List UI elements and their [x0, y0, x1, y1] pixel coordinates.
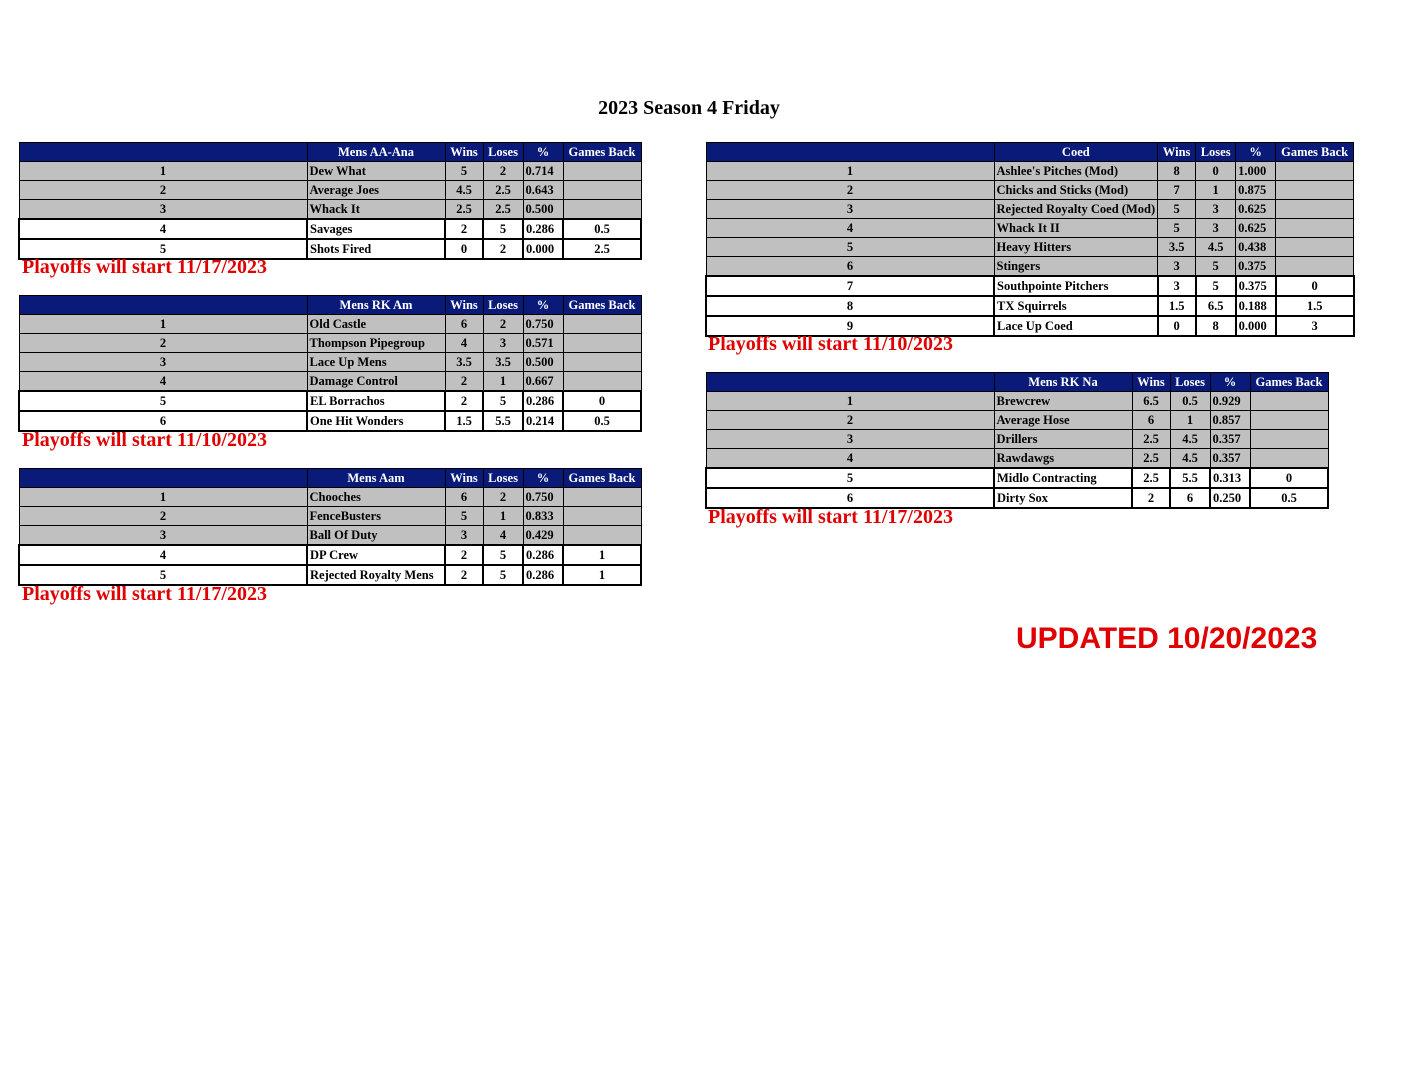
pct-cell: 0.375 [1236, 276, 1276, 296]
pct-cell: 0.929 [1210, 392, 1250, 411]
loses-cell: 0 [1196, 162, 1236, 181]
loses-cell: 3.5 [483, 353, 523, 372]
rank-cell: 4 [706, 219, 994, 238]
team-cell: Chicks and Sticks (Mod) [994, 181, 1158, 200]
team-cell: Ball Of Duty [307, 526, 445, 546]
rank-header [19, 143, 307, 162]
loses-header: Loses [1196, 143, 1236, 162]
games-back-cell: 0 [1276, 276, 1354, 296]
wins-cell: 2.5 [1132, 430, 1170, 449]
wins-cell: 2 [445, 565, 483, 585]
games-back-header: Games Back [1250, 373, 1328, 392]
playoffs-note: Playoffs will start 11/10/2023 [22, 429, 267, 451]
team-cell: Heavy Hitters [994, 238, 1158, 257]
rank-cell: 2 [19, 334, 307, 353]
playoffs-note: Playoffs will start 11/17/2023 [708, 506, 953, 528]
division-name: Mens Aam [307, 469, 445, 488]
wins-cell: 4.5 [445, 181, 483, 200]
rank-cell: 1 [19, 162, 307, 181]
games-back-cell [563, 526, 641, 546]
table-row [19, 315, 641, 334]
rank-cell: 8 [706, 296, 994, 316]
division-name: Coed [994, 143, 1158, 162]
rank-cell: 3 [706, 200, 994, 219]
table-row [706, 488, 1328, 508]
playoffs-note: Playoffs will start 11/10/2023 [708, 333, 953, 355]
pct-cell: 1.000 [1236, 162, 1276, 181]
wins-header: Wins [445, 143, 483, 162]
wins-cell: 4 [445, 334, 483, 353]
rank-cell: 2 [706, 181, 994, 200]
team-cell: Shots Fired [307, 239, 445, 259]
rank-cell: 6 [706, 257, 994, 277]
wins-header: Wins [1158, 143, 1196, 162]
standings-table-mens-aa-ana [18, 142, 642, 260]
table-row [706, 162, 1354, 181]
rank-cell: 2 [19, 507, 307, 526]
loses-cell: 3 [483, 334, 523, 353]
rank-header [19, 296, 307, 315]
pct-cell: 0.625 [1236, 200, 1276, 219]
team-cell: Dirty Sox [994, 488, 1132, 508]
team-cell: Thompson Pipegroup [307, 334, 445, 353]
rank-cell: 5 [19, 239, 307, 259]
games-back-cell [1276, 200, 1354, 219]
wins-cell: 6 [445, 488, 483, 507]
wins-cell: 5 [445, 162, 483, 181]
wins-cell: 8 [1158, 162, 1196, 181]
playoffs-note: Playoffs will start 11/17/2023 [22, 583, 267, 605]
table-row [19, 545, 641, 565]
rank-cell: 4 [19, 219, 307, 239]
wins-cell: 2 [1132, 488, 1170, 508]
loses-cell: 4.5 [1170, 430, 1210, 449]
header-row [19, 469, 641, 488]
team-cell: Savages [307, 219, 445, 239]
wins-cell: 3.5 [445, 353, 483, 372]
loses-cell: 3 [1196, 219, 1236, 238]
rank-cell: 3 [19, 526, 307, 546]
table-row [706, 219, 1354, 238]
table-row [19, 391, 641, 411]
games-back-cell [1250, 449, 1328, 469]
table-row [706, 238, 1354, 257]
pct-header: % [523, 469, 563, 488]
loses-cell: 5 [483, 545, 523, 565]
loses-cell: 1 [1170, 411, 1210, 430]
wins-cell: 5 [445, 507, 483, 526]
loses-header: Loses [483, 296, 523, 315]
table-row [19, 488, 641, 507]
division-name: Mens RK Am [307, 296, 445, 315]
pct-cell: 0.667 [523, 372, 563, 392]
team-cell: Rejected Royalty Coed (Mod) [994, 200, 1158, 219]
table-row [19, 219, 641, 239]
team-cell: Whack It II [994, 219, 1158, 238]
games-back-cell [1276, 162, 1354, 181]
table-row [706, 468, 1328, 488]
wins-cell: 2 [445, 372, 483, 392]
wins-cell: 3 [445, 526, 483, 546]
rank-cell: 3 [19, 200, 307, 220]
games-back-header: Games Back [563, 296, 641, 315]
wins-cell: 2 [445, 219, 483, 239]
loses-cell: 4.5 [1196, 238, 1236, 257]
pct-cell: 0.000 [1236, 316, 1276, 336]
pct-cell: 0.438 [1236, 238, 1276, 257]
pct-cell: 0.286 [523, 545, 563, 565]
rank-cell: 2 [706, 411, 994, 430]
pct-cell: 0.750 [523, 488, 563, 507]
loses-cell: 5 [1196, 276, 1236, 296]
pct-cell: 0.375 [1236, 257, 1276, 277]
loses-cell: 5.5 [1170, 468, 1210, 488]
pct-cell: 0.286 [523, 391, 563, 411]
pct-cell: 0.429 [523, 526, 563, 546]
team-cell: Chooches [307, 488, 445, 507]
pct-cell: 0.625 [1236, 219, 1276, 238]
loses-cell: 2 [483, 162, 523, 181]
pct-cell: 0.286 [523, 565, 563, 585]
rank-cell: 9 [706, 316, 994, 336]
team-cell: Damage Control [307, 372, 445, 392]
team-cell: EL Borrachos [307, 391, 445, 411]
team-cell: Average Joes [307, 181, 445, 200]
team-cell: Stingers [994, 257, 1158, 277]
page-title: 2023 Season 4 Friday [598, 97, 780, 119]
table-row [19, 162, 641, 181]
games-back-cell [563, 372, 641, 392]
table-row [19, 200, 641, 220]
games-back-cell [1250, 411, 1328, 430]
games-back-header: Games Back [563, 469, 641, 488]
table-row [706, 392, 1328, 411]
games-back-cell [1250, 392, 1328, 411]
pct-header: % [523, 296, 563, 315]
games-back-cell [563, 162, 641, 181]
team-cell: Rejected Royalty Mens [307, 565, 445, 585]
rank-header [19, 469, 307, 488]
wins-cell: 3 [1158, 257, 1196, 277]
wins-header: Wins [445, 296, 483, 315]
rank-cell: 5 [19, 565, 307, 585]
wins-cell: 1.5 [1158, 296, 1196, 316]
standings-table-mens-aam [18, 468, 642, 586]
pct-cell: 0.857 [1210, 411, 1250, 430]
rank-cell: 1 [19, 315, 307, 334]
loses-header: Loses [483, 469, 523, 488]
games-back-cell [563, 507, 641, 526]
loses-cell: 1 [483, 507, 523, 526]
games-back-cell: 0 [563, 391, 641, 411]
rank-cell: 1 [19, 488, 307, 507]
games-back-cell [1276, 257, 1354, 277]
table-row [706, 449, 1328, 469]
pct-cell: 0.214 [523, 411, 563, 431]
rank-cell: 1 [706, 162, 994, 181]
wins-cell: 6.5 [1132, 392, 1170, 411]
games-back-cell: 3 [1276, 316, 1354, 336]
loses-cell: 5 [483, 391, 523, 411]
table-row [706, 430, 1328, 449]
games-back-cell: 0.5 [563, 219, 641, 239]
rank-cell: 6 [706, 488, 994, 508]
pct-header: % [523, 143, 563, 162]
games-back-cell [563, 334, 641, 353]
loses-cell: 4.5 [1170, 449, 1210, 469]
loses-cell: 5.5 [483, 411, 523, 431]
team-cell: Southpointe Pitchers [994, 276, 1158, 296]
division-name: Mens RK Na [994, 373, 1132, 392]
header-row [19, 143, 641, 162]
loses-cell: 2 [483, 239, 523, 259]
table-row [706, 276, 1354, 296]
table-row [19, 526, 641, 546]
rank-cell: 2 [19, 181, 307, 200]
playoffs-note: Playoffs will start 11/17/2023 [22, 256, 267, 278]
rank-cell: 7 [706, 276, 994, 296]
loses-cell: 5 [1196, 257, 1236, 277]
wins-cell: 2.5 [445, 200, 483, 220]
wins-cell: 5 [1158, 219, 1196, 238]
rank-header [706, 143, 994, 162]
wins-cell: 6 [445, 315, 483, 334]
table-row [19, 565, 641, 585]
pct-cell: 0.571 [523, 334, 563, 353]
rank-cell: 4 [19, 545, 307, 565]
pct-cell: 0.188 [1236, 296, 1276, 316]
games-back-cell: 0.5 [1250, 488, 1328, 508]
pct-cell: 0.500 [523, 200, 563, 220]
loses-cell: 2 [483, 315, 523, 334]
loses-cell: 1 [483, 372, 523, 392]
division-name: Mens AA-Ana [307, 143, 445, 162]
table-row [19, 411, 641, 431]
loses-header: Loses [483, 143, 523, 162]
table-row [19, 507, 641, 526]
team-cell: Rawdawgs [994, 449, 1132, 469]
rank-cell: 4 [706, 449, 994, 469]
pct-cell: 0.357 [1210, 430, 1250, 449]
team-cell: Lace Up Mens [307, 353, 445, 372]
pct-cell: 0.313 [1210, 468, 1250, 488]
team-cell: Average Hose [994, 411, 1132, 430]
rank-cell: 3 [19, 353, 307, 372]
table-row [706, 181, 1354, 200]
pct-cell: 0.500 [523, 353, 563, 372]
games-back-cell [1276, 181, 1354, 200]
header-row [706, 143, 1354, 162]
team-cell: Dew What [307, 162, 445, 181]
pct-cell: 0.750 [523, 315, 563, 334]
team-cell: Drillers [994, 430, 1132, 449]
wins-cell: 2.5 [1132, 468, 1170, 488]
rank-cell: 5 [19, 391, 307, 411]
games-back-cell [563, 200, 641, 220]
rank-cell: 3 [706, 430, 994, 449]
team-cell: Brewcrew [994, 392, 1132, 411]
rank-cell: 1 [706, 392, 994, 411]
wins-header: Wins [445, 469, 483, 488]
games-back-header: Games Back [1276, 143, 1354, 162]
standings-table-coed [705, 142, 1355, 337]
loses-cell: 8 [1196, 316, 1236, 336]
wins-cell: 0 [445, 239, 483, 259]
wins-cell: 3.5 [1158, 238, 1196, 257]
pct-cell: 0.000 [523, 239, 563, 259]
games-back-cell [563, 353, 641, 372]
wins-cell: 2 [445, 545, 483, 565]
table-row [706, 257, 1354, 277]
table-row [19, 181, 641, 200]
games-back-header: Games Back [563, 143, 641, 162]
table-row [706, 200, 1354, 219]
table-row [706, 296, 1354, 316]
wins-cell: 2 [445, 391, 483, 411]
wins-cell: 1.5 [445, 411, 483, 431]
pct-cell: 0.833 [523, 507, 563, 526]
table-row [19, 372, 641, 392]
pct-cell: 0.286 [523, 219, 563, 239]
updated-label: UPDATED 10/20/2023 [1016, 622, 1318, 655]
loses-cell: 6.5 [1196, 296, 1236, 316]
loses-cell: 5 [483, 219, 523, 239]
games-back-cell: 0 [1250, 468, 1328, 488]
team-cell: FenceBusters [307, 507, 445, 526]
rank-cell: 4 [19, 372, 307, 392]
team-cell: Midlo Contracting [994, 468, 1132, 488]
games-back-cell [1250, 430, 1328, 449]
games-back-cell [1276, 238, 1354, 257]
loses-cell: 6 [1170, 488, 1210, 508]
loses-cell: 0.5 [1170, 392, 1210, 411]
games-back-cell [563, 488, 641, 507]
wins-cell: 5 [1158, 200, 1196, 219]
games-back-cell: 1 [563, 545, 641, 565]
rank-cell: 5 [706, 238, 994, 257]
loses-cell: 3 [1196, 200, 1236, 219]
loses-cell: 5 [483, 565, 523, 585]
games-back-cell [563, 315, 641, 334]
table-row [706, 411, 1328, 430]
loses-cell: 4 [483, 526, 523, 546]
rank-cell: 5 [706, 468, 994, 488]
wins-cell: 2.5 [1132, 449, 1170, 469]
pct-header: % [1210, 373, 1250, 392]
pct-cell: 0.714 [523, 162, 563, 181]
table-row [19, 353, 641, 372]
team-cell: Ashlee's Pitches (Mod) [994, 162, 1158, 181]
team-cell: One Hit Wonders [307, 411, 445, 431]
pct-cell: 0.643 [523, 181, 563, 200]
standings-table-mens-rk-am [18, 295, 642, 432]
header-row [19, 296, 641, 315]
team-cell: DP Crew [307, 545, 445, 565]
rank-cell: 6 [19, 411, 307, 431]
pct-cell: 0.357 [1210, 449, 1250, 469]
pct-header: % [1236, 143, 1276, 162]
games-back-cell: 2.5 [563, 239, 641, 259]
team-cell: Whack It [307, 200, 445, 220]
team-cell: TX Squirrels [994, 296, 1158, 316]
games-back-cell: 1.5 [1276, 296, 1354, 316]
loses-cell: 2.5 [483, 181, 523, 200]
rank-header [706, 373, 994, 392]
loses-cell: 1 [1196, 181, 1236, 200]
wins-cell: 7 [1158, 181, 1196, 200]
pct-cell: 0.875 [1236, 181, 1276, 200]
loses-cell: 2 [483, 488, 523, 507]
games-back-cell: 0.5 [563, 411, 641, 431]
table-row [19, 334, 641, 353]
wins-header: Wins [1132, 373, 1170, 392]
wins-cell: 6 [1132, 411, 1170, 430]
wins-cell: 3 [1158, 276, 1196, 296]
team-cell: Old Castle [307, 315, 445, 334]
loses-cell: 2.5 [483, 200, 523, 220]
games-back-cell: 1 [563, 565, 641, 585]
header-row [706, 373, 1328, 392]
wins-cell: 0 [1158, 316, 1196, 336]
pct-cell: 0.250 [1210, 488, 1250, 508]
games-back-cell [1276, 219, 1354, 238]
loses-header: Loses [1170, 373, 1210, 392]
team-cell: Lace Up Coed [994, 316, 1158, 336]
games-back-cell [563, 181, 641, 200]
standings-table-mens-rk-na [705, 372, 1329, 509]
